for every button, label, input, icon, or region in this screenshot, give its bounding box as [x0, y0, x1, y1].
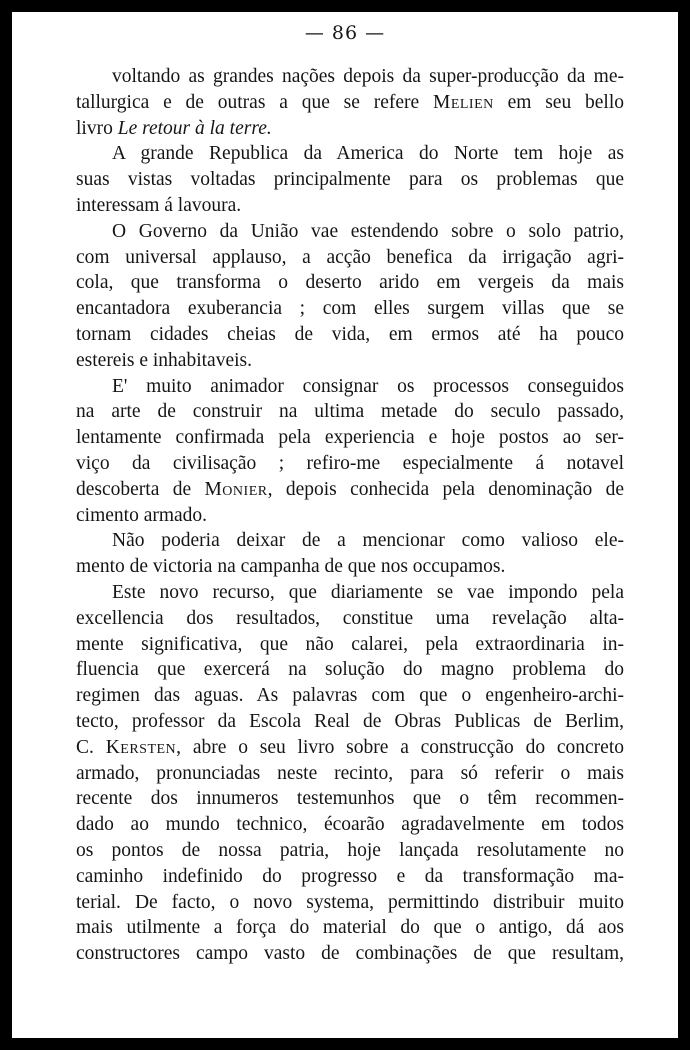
paragraph [76, 374, 624, 529]
text-line [76, 399, 624, 425]
text-run: fluencia que exercerá na solução do magno problema do [76, 659, 624, 681]
text-run: E' muito animador consignar os processos conseguidos [112, 375, 624, 397]
text-run: cimento armado. [76, 504, 208, 526]
text-run: em seu bello [493, 91, 625, 113]
text-line [76, 219, 624, 245]
text-run: mais utilmente a força do material do que o antigo, dá aos [76, 917, 624, 939]
text-line [76, 864, 624, 890]
text-line [76, 90, 624, 116]
text-run: recente dos innumeros testemunhos que o têm recommen- [76, 788, 624, 810]
text-run: C. [76, 736, 106, 758]
text-run: mento de victoria na campanha de que nos occupamos. [76, 556, 506, 578]
text-run: livro [76, 117, 118, 139]
text-run: , abre o seu livro sobre a construcção do concreto [176, 736, 624, 758]
text-line [76, 477, 624, 503]
text-run: com universal applauso, a acção benefica da irrigação agri- [76, 246, 624, 268]
text-run: tecto, professor da Escola Real de Obras Publicas de Berlim, [76, 710, 624, 732]
text-line [76, 890, 624, 916]
text-line [76, 141, 624, 167]
text-line [76, 167, 624, 193]
text-line [76, 503, 624, 529]
text-line [76, 606, 624, 632]
text-line [76, 374, 624, 400]
text-line [76, 683, 624, 709]
text-line [76, 786, 624, 812]
text-line [76, 554, 624, 580]
text-run: , depois conhecida pela denominação de [267, 478, 624, 500]
text-run: mente significativa, que não calarei, pela extraordinaria in- [76, 633, 624, 655]
text-line [76, 245, 624, 271]
text-line [76, 915, 624, 941]
author-name: Melien [432, 91, 494, 113]
page-number: — 86 — [304, 22, 386, 44]
text-line [76, 812, 624, 838]
text-run: voltando as grandes nações depois da super-producção da me- [112, 66, 624, 87]
paragraph [76, 219, 624, 374]
text-run: caminho indefinido do progresso e da transformação ma- [76, 865, 624, 887]
text-run: constructores campo vasto de combinações de que resultam, [76, 943, 624, 965]
paragraph [76, 580, 624, 967]
book-page [12, 12, 678, 1038]
text-line [76, 348, 624, 374]
body-text [76, 64, 624, 967]
text-line [76, 735, 624, 761]
text-line [76, 761, 624, 787]
text-run: armado, pronunciadas neste recinto, para só referir o mais [76, 762, 624, 784]
text-run: tornam cidades cheias de vida, em ermos até ha pouco [76, 323, 624, 345]
text-run: tallurgica e de outras a que se refere [76, 91, 433, 113]
text-run: interessam á lavoura. [76, 194, 242, 216]
text-line [76, 580, 624, 606]
paragraph [76, 528, 624, 580]
book-title: Le retour à la terre. [117, 117, 272, 139]
author-name: Kersten [105, 736, 177, 758]
text-run: cola, que transforma o deserto arido em vergeis da mais [76, 272, 624, 294]
text-run: lentamente confirmada pela experiencia e hoje postos ao ser- [76, 427, 624, 449]
text-run: na arte de construir na ultima metade do seculo passado, [76, 401, 624, 423]
text-run: Este novo recurso, que diariamente se vae impondo pela [112, 581, 624, 603]
text-run: A grande Republica da America do Norte tem hoje as [112, 143, 624, 165]
text-line [76, 270, 624, 296]
text-line [76, 657, 624, 683]
text-run: os pontos de nossa patria, hoje lançada resolutamente no [76, 839, 624, 861]
text-line [76, 425, 624, 451]
text-line [76, 838, 624, 864]
text-line [76, 296, 624, 322]
text-line [76, 709, 624, 735]
text-run: Não poderia deixar de a mencionar como valioso ele- [112, 530, 624, 552]
text-line [76, 528, 624, 554]
text-run: dado ao mundo technico, écoarão agradavelmente em todos [76, 814, 624, 836]
text-run: O Governo da União vae estendendo sobre o solo patrio, [112, 220, 624, 242]
text-line [76, 64, 624, 90]
text-line [76, 116, 624, 142]
text-run: descoberta de [76, 478, 205, 500]
text-run: regimen das aguas. As palavras com que o engenheiro-archi- [76, 685, 624, 707]
text-run: suas vistas voltadas principalmente para os problemas que [76, 169, 624, 191]
paragraph [76, 141, 624, 218]
text-line [76, 322, 624, 348]
author-name: Monier [204, 478, 268, 500]
text-run: encantadora exuberancia ; com elles surgem villas que se [76, 298, 624, 320]
text-line [76, 941, 624, 967]
text-line [76, 451, 624, 477]
text-run: viço da civilisação ; refiro-me especialmente á notavel [76, 452, 624, 474]
text-run: excellencia dos resultados, constitue uma revelação alta- [76, 607, 624, 629]
paragraph [76, 64, 624, 141]
text-line [76, 632, 624, 658]
text-run: estereis e inhabitaveis. [76, 349, 252, 371]
text-run: terial. De facto, o novo systema, permittindo distribuir muito [76, 891, 624, 913]
text-line [76, 193, 624, 219]
